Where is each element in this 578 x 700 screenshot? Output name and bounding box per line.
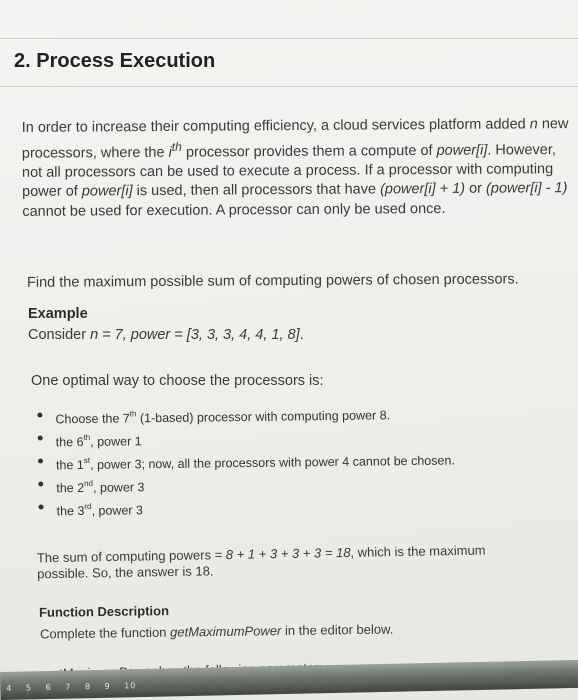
list-item: the 3rd, power 3 xyxy=(36,493,455,521)
function-description-heading: Function Description xyxy=(38,603,170,620)
line-number: 8 xyxy=(84,682,92,692)
line-number: 4 xyxy=(6,683,13,693)
line-numbers xyxy=(6,681,146,693)
list-item: the 6th, power 1 xyxy=(36,424,455,452)
sum-explanation: The sum of computing powers = 8 + 1 + 3 + 3 + 3 = 18, which is the maximum possible. So, the answer is 18. xyxy=(36,542,486,582)
title-divider xyxy=(0,86,578,87)
line-number: 7 xyxy=(65,682,72,692)
list-item: the 1st, power 3; now, all the processors with power 4 cannot be chosen. xyxy=(36,447,455,475)
list-item: Choose the 7th (1-based) processor with computing power 8. xyxy=(35,401,454,429)
line-number: 5 xyxy=(25,683,33,693)
optimal-intro: One optimal way to choose the processors is: xyxy=(31,373,324,389)
line-number: 9 xyxy=(104,681,111,691)
choice-list xyxy=(35,401,455,521)
function-description-line: Complete the function getMaximumPower in the editor below. xyxy=(39,621,394,642)
list-item: the 2nd, power 3 xyxy=(36,470,455,498)
section-title: 2. Process Execution xyxy=(14,50,216,72)
line-number: 10 xyxy=(124,681,137,691)
line-number: 6 xyxy=(45,682,52,693)
task-statement: Find the maximum possible sum of computing powers of chosen processors. xyxy=(26,271,519,291)
example-consider: Consider n = 7, power = [3, 3, 3, 4, 4, 1, 8]. xyxy=(28,327,304,343)
top-divider xyxy=(0,38,578,39)
intro-paragraph: In order to increase their computing efficiency, a cloud services platform added n new processors, where the $i^{th}$ processor provides them a compute of power[i]. However, not all processors can be used to execute a process. If a processor with computing power of power[i] is used, then all processors that have (power[i] + 1) or (power[i] - 1) cannot be used for execution. A processor can only be used once. xyxy=(21,116,569,220)
example-heading: Example xyxy=(28,306,88,322)
